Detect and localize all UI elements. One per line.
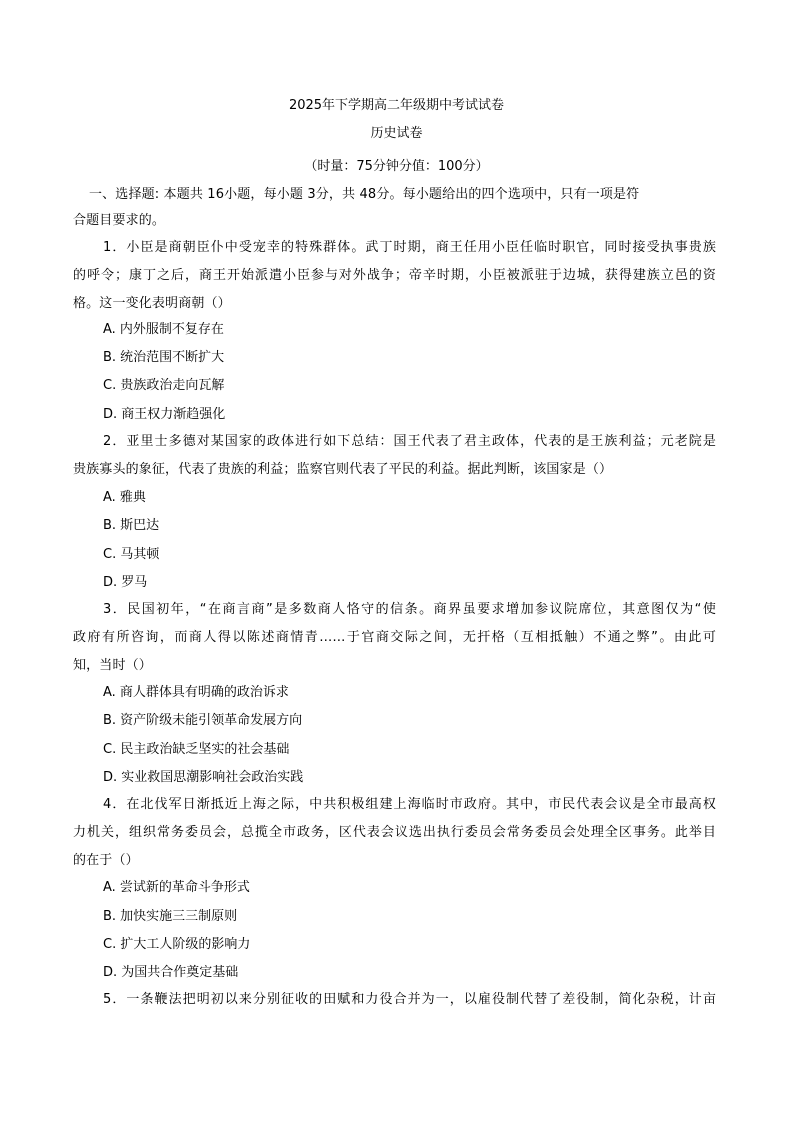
question-4-line-3: 的在于（） <box>73 853 139 868</box>
question-3-line-2: 政府有所咨询，而商人得以陈述商情青……于官商交际之间，无扞格（互相抵触）不通之弊”。由此可 <box>73 630 716 645</box>
question-4-option-c: C. 扩大工人阶级的影响力 <box>103 937 251 952</box>
question-4-option-d: D. 为国共合作奠定基础 <box>103 965 239 980</box>
exam-info: （时量：75分钟分值：100分） <box>304 159 489 174</box>
question-1-option-b: B. 统治范围不断扩大 <box>103 350 225 365</box>
question-3-option-b: B. 资产阶级未能引领革命发展方向 <box>103 713 303 728</box>
question-1-option-d: D. 商王权力渐趋强化 <box>103 407 226 422</box>
question-5-line-1: 5．一条鞭法把明初以来分别征收的田赋和力役合并为一，以雇役制代替了差役制，简化杂税，计亩 <box>103 992 716 1007</box>
question-3-option-a: A. 商人群体具有明确的政治诉求 <box>103 685 289 700</box>
question-1-option-a: A. 内外服制不复存在 <box>103 322 224 337</box>
question-4-option-a: A. 尝试新的革命斗争形式 <box>103 880 250 895</box>
section-instruction-line-2: 合题目要求的。 <box>73 213 166 228</box>
question-1-line-2: 的呼令；康丁之后，商王开始派遣小臣参与对外战争；帝辛时期，小臣被派驻于边城，获得建族立邑的资 <box>73 268 716 283</box>
question-3-line-3: 知，当时（） <box>73 658 152 673</box>
section-instruction-line-1: 一、选择题: 本题共 16小题，每小题 3分，共 48分。每小题给出的四个选项中，只有一项是符 <box>89 187 640 202</box>
question-3-option-d: D. 实业救国思潮影响社会政治实践 <box>103 770 304 785</box>
question-1-line-3: 格。这一变化表明商朝（） <box>73 296 231 311</box>
question-4-line-2: 力机关，组织常务委员会，总揽全市政务，区代表会议选出执行委员会常务委员会处理全区事务。此举目 <box>73 825 716 840</box>
question-4-option-b: B. 加快实施三三制原则 <box>103 909 238 924</box>
question-1-option-c: C. 贵族政治走向瓦解 <box>103 378 225 393</box>
question-3-line-1: 3．民国初年，“在商言商”是多数商人恪守的信条。商界虽要求增加参议院席位，其意图仅为“使 <box>103 602 716 617</box>
exam-subject: 历史试卷 <box>370 126 423 141</box>
question-2-line-2: 贵族寡头的象征，代表了贵族的利益；监察官则代表了平民的利益。据此判断，该国家是（） <box>73 462 613 477</box>
question-2-option-a: A. 雅典 <box>103 490 146 505</box>
question-1-line-1: 1．小臣是商朝臣仆中受宠幸的特殊群体。武丁时期，商王任用小臣任临时职官，同时接受执事贵族 <box>103 240 716 255</box>
question-2-option-b: B. 斯巴达 <box>103 518 160 533</box>
question-4-line-1: 4．在北伐军日渐抵近上海之际，中共积极组建上海临时市政府。其中，市民代表会议是全市最高权 <box>103 797 716 812</box>
exam-title: 2025年下学期高二年级期中考试试卷 <box>288 98 505 113</box>
question-2-option-c: C. 马其顿 <box>103 547 160 562</box>
question-2-line-1: 2．亚里士多德对某国家的政体进行如下总结：国王代表了君主政体，代表的是王族利益；元老院是 <box>103 434 716 449</box>
question-2-option-d: D. 罗马 <box>103 575 148 590</box>
question-3-option-c: C. 民主政治缺乏坚实的社会基础 <box>103 742 290 757</box>
